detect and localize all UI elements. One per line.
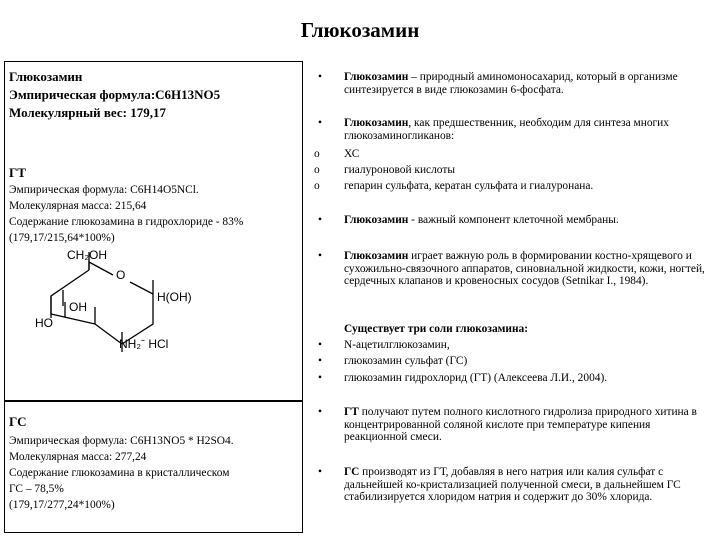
glucosamine-name: Глюкозамин <box>9 69 83 84</box>
oh-label: OH <box>69 300 87 314</box>
gs-formula: Эмпирическая формула: C6H13NO5 * H2SO4. <box>9 435 234 447</box>
list-item <box>318 339 714 352</box>
bullet-marker: • <box>318 355 322 367</box>
list-item <box>318 372 714 385</box>
gt-calc: (179,17/215,64*100%) <box>9 232 115 244</box>
term-bold: Глюкозамин <box>344 214 409 226</box>
h-oh-label: H(OH) <box>157 290 192 304</box>
bullet-marker: • <box>318 214 322 226</box>
gs-info-box <box>4 401 303 533</box>
term-bold: ГТ <box>344 406 359 418</box>
ho-label: HO <box>35 316 53 330</box>
gt-mass: Молекулярная масса: 215,64 <box>9 200 147 212</box>
ring-bond-line <box>51 270 95 324</box>
salt-item-text: N-ацетилглюкозамин, <box>344 339 450 351</box>
bullet-marker: • <box>318 117 322 129</box>
salts-heading-row <box>318 323 714 336</box>
ring-bond-line <box>95 282 153 344</box>
gs-name: ГС <box>9 414 27 429</box>
paragraph-text: - важный компонент клеточной мембраны. <box>408 214 619 226</box>
sub-list-item <box>314 180 710 193</box>
list-item <box>318 250 714 288</box>
nh2-hcl-label: NH₂ˉ HCl <box>119 337 169 351</box>
paragraph-text: получают путем полного кислотного гидролиза природного хитина в концентрированной соляной кислоте при температуре кипения реакционной смеси. <box>344 406 697 444</box>
paragraph-text: играет важную роль в формировании костно-хрящевого и сухожильно-связочного аппаратов, синовиальной жидкости, кожи, ногтей, сердечных клапанов и кровеносных сосудов (Setnikar I., 1984). <box>344 250 705 288</box>
bullet-marker: • <box>318 71 322 83</box>
glucosamine-weight: Молекулярный вес: 179,17 <box>9 105 166 120</box>
sub-item-text: гепарин сульфата, кератан сульфата и гиалуронана. <box>344 180 594 192</box>
salt-item-text: глюкозамин гидрохлорид (ГТ) (Алексеева Л.И., 2004). <box>344 372 608 384</box>
page-title: Глюкозамин <box>300 18 420 42</box>
paragraph-text: производят из ГТ, добавляя в него натрия или калия сульфат с дальнейшей ко-кристализацией полученной смеси, в дальнейшем ГС стабилизируется хлоридом натрия и содержит до 30% хлорида. <box>344 466 681 504</box>
list-item <box>318 466 714 504</box>
list-item <box>318 355 714 368</box>
list-item <box>318 406 714 444</box>
bullet-marker: • <box>318 339 322 351</box>
paragraph-text: – природный аминомоносахарид, который в организме синтезируется в виде глюкозамин 6-фосфата. <box>344 71 678 96</box>
glucosamine-info-box <box>4 61 303 401</box>
description-column <box>314 0 714 540</box>
gs-content-value: ГС – 78,5% <box>9 483 64 495</box>
gt-formula: Эмпирическая формула: C6H14O5NCl. <box>9 184 199 196</box>
list-item <box>318 117 714 142</box>
circle-marker: o <box>314 180 320 192</box>
ring-bond-line <box>89 262 113 275</box>
ch2oh-label: CH₂OH <box>67 248 107 262</box>
glucosamine-structure <box>5 62 302 400</box>
circle-marker: o <box>314 148 320 160</box>
bullet-marker: • <box>318 250 322 262</box>
term-bold: ГС <box>344 466 360 478</box>
bullet-marker: • <box>318 466 322 478</box>
sub-item-text: ХС <box>344 148 360 160</box>
gs-content: Содержание глюкозамина в кристаллическом <box>9 467 230 479</box>
sub-list-item <box>314 164 710 177</box>
sub-list-item <box>314 148 710 161</box>
term-bold: Глюкозамин <box>344 117 409 129</box>
list-item <box>318 214 714 227</box>
bullet-marker: • <box>318 372 322 384</box>
gt-name: ГТ <box>9 165 26 180</box>
sub-item-text: гиалуроновой кислоты <box>344 164 455 176</box>
salts-heading: Существует три соли глюкозамина: <box>344 323 529 335</box>
circle-marker: o <box>314 164 320 176</box>
term-bold: Глюкозамин <box>344 250 409 262</box>
ring-oxygen-label: O <box>116 268 126 282</box>
gt-content: Содержание глюкозамина в гидрохлориде - 83% <box>9 216 244 228</box>
term-bold: Глюкозамин <box>344 71 409 83</box>
glucosamine-formula: Эмпирическая формула:C6H13NO5 <box>9 87 221 102</box>
bullet-marker: • <box>318 406 322 418</box>
gs-mass: Молекулярная масса: 277,24 <box>9 451 147 463</box>
gs-calc: (179,17/277,24*100%) <box>9 499 115 511</box>
list-item <box>318 71 714 96</box>
salt-item-text: глюкозамин сульфат (ГС) <box>344 355 468 367</box>
paragraph-text: , как предшественник, необходим для синтеза многих глюкозаминогликанов: <box>344 117 669 142</box>
